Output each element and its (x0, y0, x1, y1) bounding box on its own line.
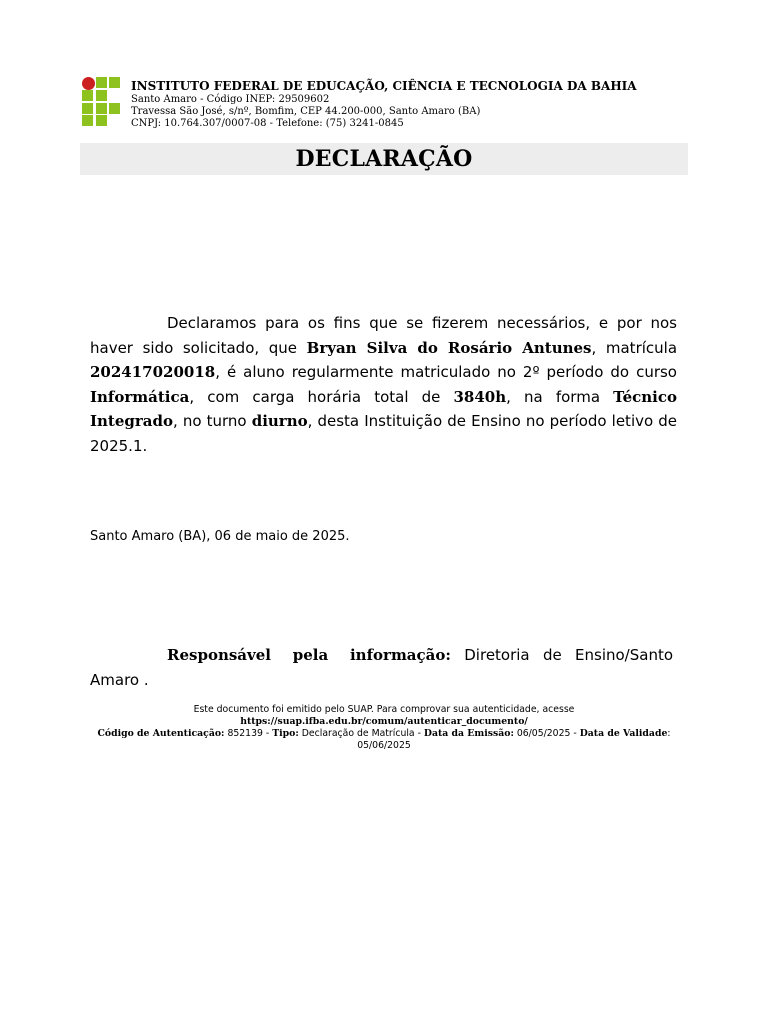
declaration-text: Declaramos para os fins que se fizerem necessários, e por nos haver sido solicitado, que (90, 314, 677, 357)
type-value: Declaração de Matrícula - (298, 728, 424, 739)
authentication-link[interactable]: https://suap.ifba.edu.br/comum/autenticar_documento/ (240, 716, 528, 727)
institution-name: INSTITUTO FEDERAL DE EDUCAÇÃO, CIÊNCIA E TECNOLOGIA DA BAHIA (131, 79, 637, 93)
logo-square (109, 77, 120, 88)
campus-line: Santo Amaro - Código INEP: 29509602 (131, 94, 330, 105)
declaration-text: , matrícula (591, 338, 678, 357)
address-line: Travessa São José, s/nº, Bomfim, CEP 44.200-000, Santo Amaro (BA) (131, 106, 481, 117)
logo-square (82, 115, 93, 126)
course-form: Técnico Integrado (90, 387, 677, 431)
registration-number: 202417020018 (90, 363, 216, 382)
authentication-footer (80, 704, 688, 752)
logo-red-circle (82, 77, 95, 90)
workload: 3840h (453, 387, 507, 406)
logo-square (96, 77, 107, 88)
logo-square (96, 103, 107, 114)
responsible-value: Diretoria de Ensino/Santo Amaro . (90, 646, 674, 689)
logo-square (96, 115, 107, 126)
declaration-body (90, 311, 677, 459)
issue-date: 06/05/2025 - (513, 728, 580, 739)
auth-code: 852139 - (224, 728, 273, 739)
responsible-label: Responsável pela informação: (167, 646, 451, 664)
footer-notice: Este documento foi emitido pelo SUAP. Para comprovar sua autenticidade, acesse (193, 704, 575, 715)
validity-date: : 05/06/2025 (357, 728, 671, 751)
institute-logo (82, 77, 122, 126)
place-date: Santo Amaro (BA), 06 de maio de 2025. (90, 529, 350, 544)
declaration-text: , no turno (173, 412, 252, 431)
contact-line: CNPJ: 10.764.307/0007-08 - Telefone: (75) 3241-0845 (131, 118, 404, 129)
letterhead (131, 78, 691, 130)
document-title: DECLARAÇÃO (295, 146, 473, 172)
declaration-text: , com carga horária total de (189, 387, 454, 406)
logo-square (109, 103, 120, 114)
logo-square (82, 103, 93, 114)
logo-square (82, 90, 93, 101)
course-name: Informática (90, 387, 190, 406)
validity-label: Data de Validade (579, 728, 668, 739)
type-label: Tipo: (272, 728, 299, 739)
title-bar (80, 143, 688, 175)
declaration-text: , na forma (506, 387, 614, 406)
auth-code-label: Código de Autenticação: (97, 728, 225, 739)
declaration-text: , desta Instituição de Ensino no período letivo de 2025.1. (90, 412, 678, 455)
declaration-text: , é aluno regularmente matriculado no 2º período do curso (215, 363, 677, 382)
shift: diurno (251, 412, 308, 431)
logo-square (96, 90, 107, 101)
student-name: Bryan Silva do Rosário Antunes (306, 338, 592, 357)
issue-date-label: Data da Emissão: (423, 728, 514, 739)
responsible-section (90, 643, 673, 692)
